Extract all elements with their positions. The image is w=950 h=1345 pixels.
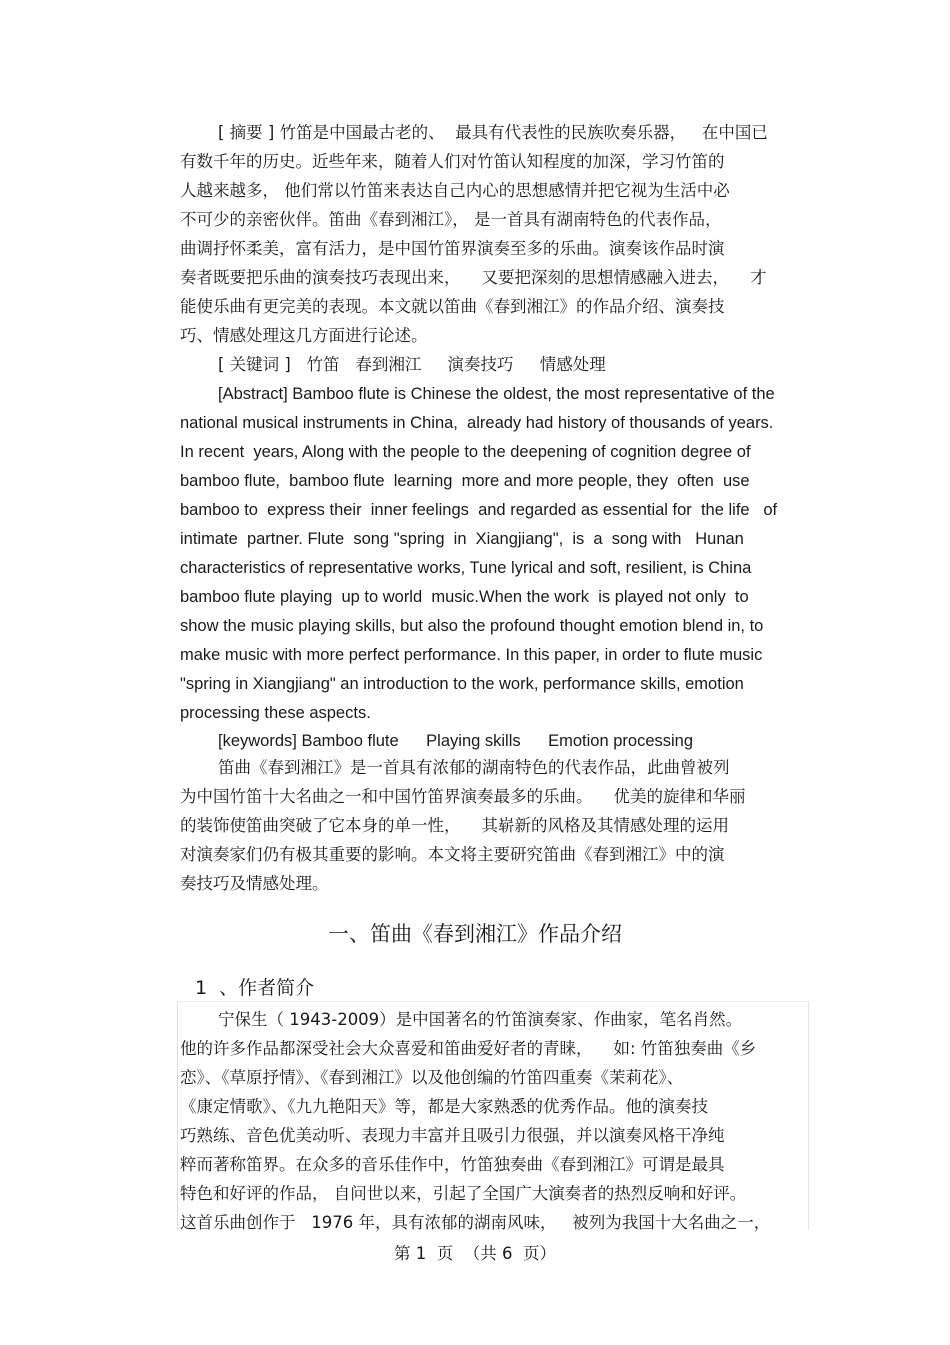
bio-cn-line: 巧熟练、音色优美动听、表现力丰富并且吸引力很强，并以演奏风格干净纯 bbox=[180, 1126, 725, 1145]
abstract-cn-line: [ 摘要 ] 竹笛是中国最古老的、 最具有代表性的民族吹奏乐器， 在中国已 bbox=[218, 123, 768, 142]
abstract-cn-line: 人越来越多， 他们常以竹笛来表达自己内心的思想感情并把它视为生活中必 bbox=[180, 181, 730, 200]
abstract-en-line: intimate partner. Flute song "spring in Xiangjiang", is a song with Hunan bbox=[180, 530, 744, 548]
page-footer: 第 1 页 （共 6 页） bbox=[394, 1244, 556, 1263]
abstract-en-line: In recent years, Along with the people to the deepening of cognition degree of bbox=[180, 443, 751, 461]
abstract-en-line: [Abstract] Bamboo flute is Chinese the oldest, the most representative of the bbox=[218, 385, 775, 403]
intro-cn-line: 为中国竹笛十大名曲之一和中国竹笛界演奏最多的乐曲。 优美的旋律和华丽 bbox=[180, 787, 746, 806]
abstract-cn-line: 巧、情感处理这几方面进行论述。 bbox=[180, 326, 428, 345]
abstract-cn-line: 有数千年的历史。近些年来，随着人们对竹笛认知程度的加深，学习竹笛的 bbox=[180, 152, 725, 171]
keywords-en: [keywords] Bamboo flute Playing skills Emotion processing bbox=[218, 732, 694, 750]
abstract-en-line: make music with more perfect performance. In this paper, in order to flute music bbox=[180, 646, 763, 664]
abstract-cn-line: 不可少的亲密伙伴。笛曲《春到湘江》， 是一首具有湖南特色的代表作品， bbox=[180, 210, 722, 229]
abstract-en-line: national musical instruments in China, already had history of thousands of years. bbox=[180, 414, 774, 432]
abstract-en-line: bamboo flute playing up to world music.When the work is played not only to bbox=[180, 588, 749, 606]
bio-cn-line: 这首乐曲创作于 1976 年，具有浓郁的湖南风味， 被列为我国十大名曲之一， bbox=[180, 1213, 771, 1232]
abstract-cn-line: 能使乐曲有更完美的表现。本文就以笛曲《春到湘江》的作品介绍、演奏技 bbox=[180, 297, 725, 316]
abstract-en-line: show the music playing skills, but also the profound thought emotion blend in, to bbox=[180, 617, 764, 635]
abstract-en-line: "spring in Xiangjiang" an introduction to the work, performance skills, emotion bbox=[180, 675, 744, 693]
section-title: 一、笛曲《春到湘江》作品介绍 bbox=[328, 922, 622, 946]
abstract-cn-line: 曲调抒怀柔美，富有活力，是中国竹笛界演奏至多的乐曲。演奏该作品时演 bbox=[180, 239, 725, 258]
intro-cn-line: 的装饰使笛曲突破了它本身的单一性， 其崭新的风格及其情感处理的运用 bbox=[180, 816, 729, 835]
abstract-cn-line: 奏者既要把乐曲的演奏技巧表现出来， 又要把深刻的思想情感融入进去， 才 bbox=[180, 268, 767, 287]
sub-heading: 1 、作者简介 bbox=[195, 977, 315, 999]
intro-cn-line: 奏技巧及情感处理。 bbox=[180, 874, 329, 893]
bio-cn-line: 粹而著称笛界。在众多的音乐佳作中，竹笛独奏曲《春到湘江》可谓是最具 bbox=[180, 1155, 725, 1174]
abstract-en-line: bamboo flute, bamboo flute learning more and more people, they often use bbox=[180, 472, 750, 490]
abstract-en-line: characteristics of representative works, Tune lyrical and soft, resilient, is China bbox=[180, 559, 752, 577]
bio-cn-line: 特色和好评的作品， 自问世以来，引起了全国广大演奏者的热烈反响和好评。 bbox=[180, 1184, 747, 1203]
abstract-en-line: processing these aspects. bbox=[180, 704, 371, 722]
bio-cn-line: 《康定情歌》、《九九艳阳天》等，都是大家熟悉的优秀作品。他的演奏技 bbox=[180, 1097, 708, 1116]
abstract-en-line: bamboo to express their inner feelings and regarded as essential for the life of bbox=[180, 501, 778, 519]
bio-cn-line: 宁保生（ 1943-2009）是中国著名的竹笛演奏家、作曲家，笔名肖然。 bbox=[218, 1010, 743, 1029]
bio-cn-line: 恋》、《草原抒情》、《春到湘江》以及他创编的竹笛四重奏《茉莉花》、 bbox=[180, 1068, 684, 1087]
intro-cn-line: 对演奏家们仍有极其重要的影响。本文将主要研究笛曲《春到湘江》中的演 bbox=[180, 845, 725, 864]
intro-cn-line: 笛曲《春到湘江》是一首具有浓郁的湖南特色的代表作品，此曲曾被列 bbox=[218, 758, 730, 777]
bio-cn-line: 他的许多作品都深受社会大众喜爱和笛曲爱好者的青睐， 如: 竹笛独奏曲《乡 bbox=[180, 1039, 757, 1058]
keywords-cn: [ 关键词 ] 竹笛 春到湘江 演奏技巧 情感处理 bbox=[218, 355, 606, 374]
